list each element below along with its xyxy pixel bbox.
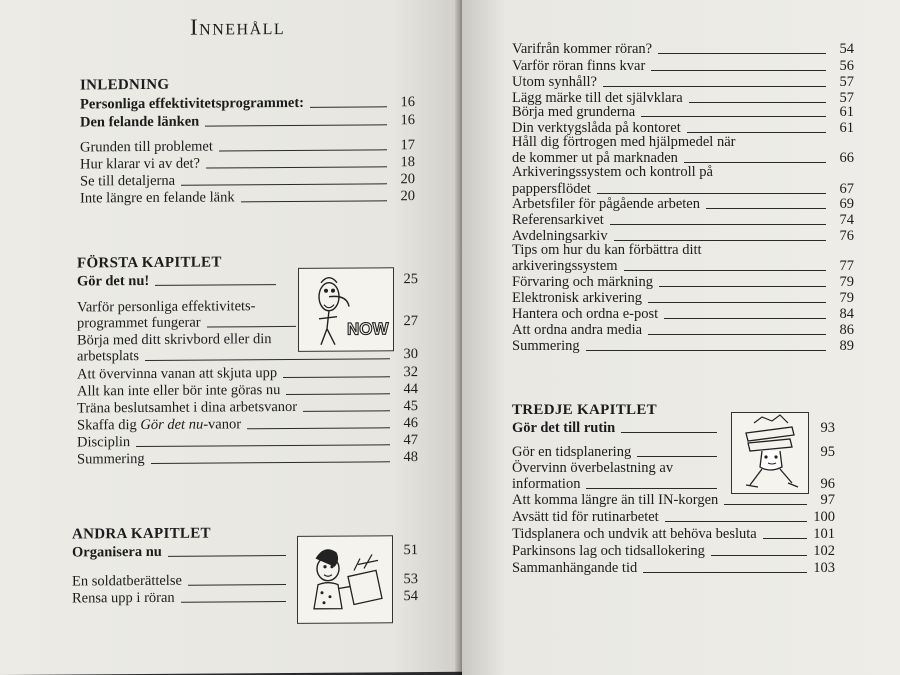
toc-entry: Varifrån kommer röran? 54: [512, 41, 854, 57]
toc-entry: Den felande länken 16: [80, 112, 415, 131]
toc-entry: Rensa upp i röran 54: [72, 588, 418, 607]
toc-entry: En soldatberättelse 53: [72, 571, 418, 590]
toc-entry: Personliga effektivitetsprogrammet: 16: [80, 94, 415, 113]
section-heading-andra: ANDRA KAPITLET: [72, 525, 211, 543]
toc-entry: Se till detaljerna 20: [80, 171, 415, 190]
toc-entry: Skaffa dig Gör det nu-vanor 46: [77, 415, 418, 434]
toc-entry: Arbetsfiler för pågående arbeten 69: [512, 196, 854, 212]
toc-entry: arkiveringssystem 77: [512, 258, 854, 274]
toc-entry: Utom synhåll? 57: [512, 74, 854, 90]
toc-entry: Allt kan inte eller bör inte göras nu 44: [77, 381, 418, 400]
toc-entry: Hur klarar vi av det? 18: [80, 154, 415, 173]
toc-entry: Elektronisk arkivering 79: [512, 290, 854, 306]
contents-title: Innehåll: [190, 14, 286, 40]
toc-entry-line: Tips om hur du kan förbättra ditt: [512, 242, 702, 258]
toc-entry: Grunden till problemet 17: [80, 137, 415, 156]
toc-entry: Förvaring och märkning 79: [512, 274, 854, 290]
toc-entry: Summering 48: [77, 449, 418, 468]
do-it-now-cartoon: [298, 267, 394, 352]
toc-entry: Att övervinna vanan att skjuta upp 32: [77, 364, 418, 383]
toc-entry-line: Varför personliga effektivitets-: [77, 298, 256, 316]
toc-entry: Gör det till rutin 93: [512, 420, 835, 436]
cluttered-desk-cartoon: [297, 535, 393, 624]
section-heading-inledning: INLEDNING: [80, 76, 170, 94]
section-heading-tredje: TREDJE KAPITLET: [512, 402, 657, 418]
toc-entry-line: Håll dig förtrogen med hjälpmedel när: [512, 134, 736, 150]
toc-entry: Varför röran finns kvar 56: [512, 58, 854, 74]
toc-entry: information 96: [512, 476, 835, 492]
toc-entry: Hantera och ordna e-post 84: [512, 306, 854, 322]
toc-entry: Inte längre en felande länk 20: [80, 188, 415, 207]
toc-entry: Träna beslutsamhet i dina arbetsvanor 45: [77, 398, 418, 417]
toc-entry: Tidsplanera och undvik att behöva besluta 101: [512, 526, 835, 542]
toc-entry: Summering 89: [512, 338, 854, 354]
toc-entry: Börja med grunderna 61: [512, 104, 854, 120]
toc-entry: Att komma längre än till IN-korgen 97: [512, 492, 835, 508]
toc-entry: pappersflödet 67: [512, 181, 854, 197]
toc-entry: de kommer ut på marknaden 66: [512, 150, 854, 166]
toc-entry: Lägg märke till det självklara 57: [512, 90, 854, 106]
right-page: [462, 0, 900, 675]
toc-entry: Referensarkivet 74: [512, 212, 854, 228]
toc-entry: Din verktygslåda på kontoret 61: [512, 120, 854, 136]
toc-entry: Gör det nu! 25: [77, 271, 418, 290]
toc-entry: Parkinsons lag och tidsallokering 102: [512, 543, 835, 559]
toc-entry: Avdelningsarkiv 76: [512, 228, 854, 244]
now-lettering: NOW: [347, 319, 389, 339]
toc-entry: Att ordna andra media 86: [512, 322, 854, 338]
toc-entry: Disciplin 47: [77, 432, 418, 451]
toc-entry: Sammanhängande tid 103: [512, 560, 835, 576]
section-heading-forsta: FÖRSTA KAPITLET: [77, 254, 222, 272]
toc-entry: programmet fungerar 27: [77, 313, 418, 332]
toc-entry: Gör en tidsplanering 95: [512, 444, 835, 460]
toc-entry: Organisera nu 51: [72, 542, 418, 561]
stacked-trays-cartoon: [731, 412, 809, 494]
toc-entry: Avsätt tid för rutinarbetet 100: [512, 509, 835, 525]
toc-entry-line: Arkiveringssystem och kontroll på: [512, 164, 713, 180]
toc-entry-line: Övervinn överbelastning av: [512, 460, 674, 476]
toc-entry: arbetsplats 30: [77, 346, 418, 365]
toc-entry-line: Börja med ditt skrivbord eller din: [77, 331, 272, 349]
